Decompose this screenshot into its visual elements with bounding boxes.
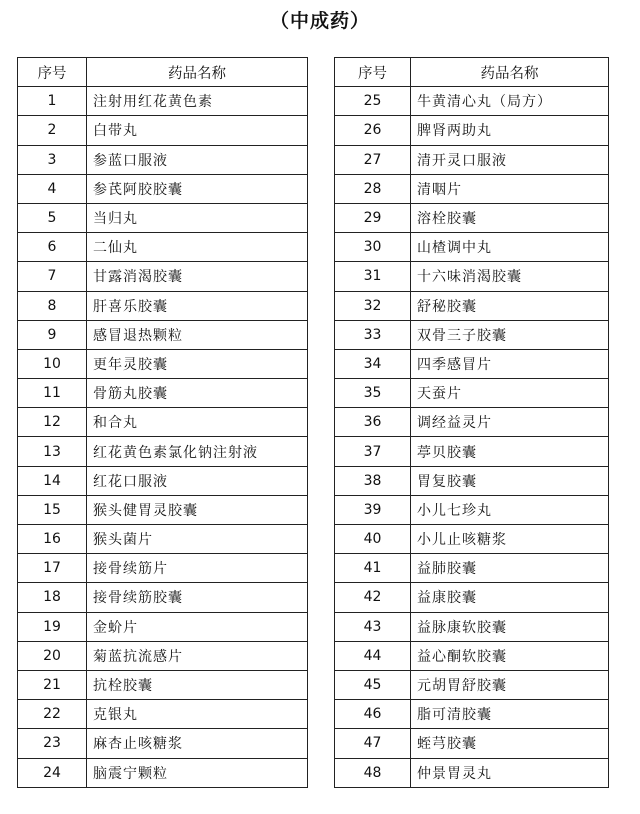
table-row — [18, 758, 308, 787]
row-number: 47 — [335, 729, 411, 758]
table-row — [335, 641, 609, 670]
row-number: 4 — [18, 174, 87, 203]
table-row — [335, 320, 609, 349]
row-number: 48 — [335, 758, 411, 787]
medicine-name: 当归丸 — [87, 203, 308, 232]
medicine-name: 红花口服液 — [87, 466, 308, 495]
table-row — [18, 612, 308, 641]
row-number: 6 — [18, 233, 87, 262]
row-number: 21 — [18, 670, 87, 699]
medicine-table-right — [334, 57, 609, 788]
row-number: 5 — [18, 203, 87, 232]
medicine-name: 金蚧片 — [87, 612, 308, 641]
row-number: 29 — [335, 203, 411, 232]
row-number: 43 — [335, 612, 411, 641]
table-row — [18, 320, 308, 349]
medicine-name: 肝喜乐胶囊 — [87, 291, 308, 320]
row-number: 36 — [335, 408, 411, 437]
medicine-name: 小儿止咳糖浆 — [411, 525, 609, 554]
medicine-name: 小儿七珍丸 — [411, 495, 609, 524]
table-row — [335, 700, 609, 729]
table-row — [335, 174, 609, 203]
table-row — [335, 670, 609, 699]
medicine-name: 清咽片 — [411, 174, 609, 203]
table-row — [335, 349, 609, 378]
table-row — [18, 174, 308, 203]
row-number: 26 — [335, 116, 411, 145]
row-number: 45 — [335, 670, 411, 699]
table-row — [335, 262, 609, 291]
row-number: 13 — [18, 437, 87, 466]
row-number: 20 — [18, 641, 87, 670]
medicine-name: 接骨续筋胶囊 — [87, 583, 308, 612]
table-row — [335, 525, 609, 554]
table-row — [18, 700, 308, 729]
row-number: 37 — [335, 437, 411, 466]
row-number: 44 — [335, 641, 411, 670]
column-header-name: 药品名称 — [87, 58, 308, 87]
medicine-name: 脾肾两助丸 — [411, 116, 609, 145]
medicine-name: 益康胶囊 — [411, 583, 609, 612]
row-number: 8 — [18, 291, 87, 320]
table-row — [335, 437, 609, 466]
medicine-name: 注射用红花黄色素 — [87, 87, 308, 116]
medicine-name: 仲景胃灵丸 — [411, 758, 609, 787]
medicine-name: 接骨续筋片 — [87, 554, 308, 583]
medicine-name: 感冒退热颗粒 — [87, 320, 308, 349]
row-number: 40 — [335, 525, 411, 554]
medicine-table-left — [17, 57, 308, 788]
medicine-name: 山楂调中丸 — [411, 233, 609, 262]
row-number: 31 — [335, 262, 411, 291]
medicine-name: 白带丸 — [87, 116, 308, 145]
medicine-name: 益肺胶囊 — [411, 554, 609, 583]
table-header-row — [335, 58, 609, 87]
column-header-number: 序号 — [335, 58, 411, 87]
table-row — [18, 262, 308, 291]
medicine-name: 舒秘胶囊 — [411, 291, 609, 320]
medicine-name: 葶贝胶囊 — [411, 437, 609, 466]
row-number: 3 — [18, 145, 87, 174]
table-row — [18, 437, 308, 466]
table-row — [335, 408, 609, 437]
row-number: 18 — [18, 583, 87, 612]
table-row — [18, 291, 308, 320]
medicine-name: 天蚕片 — [411, 379, 609, 408]
table-row — [18, 729, 308, 758]
table-row — [18, 145, 308, 174]
table-row — [18, 583, 308, 612]
table-row — [18, 379, 308, 408]
table-row — [335, 203, 609, 232]
table-row — [18, 641, 308, 670]
table-row — [335, 758, 609, 787]
table-row — [18, 203, 308, 232]
page-title: （中成药） — [269, 10, 370, 32]
table-row — [335, 583, 609, 612]
medicine-name: 参蓝口服液 — [87, 145, 308, 174]
table-row — [18, 87, 308, 116]
table-row — [335, 291, 609, 320]
row-number: 35 — [335, 379, 411, 408]
row-number: 39 — [335, 495, 411, 524]
row-number: 16 — [18, 525, 87, 554]
medicine-name: 牛黄清心丸（局方） — [411, 87, 609, 116]
medicine-name: 二仙丸 — [87, 233, 308, 262]
table-row — [18, 349, 308, 378]
table-row — [335, 466, 609, 495]
row-number: 22 — [18, 700, 87, 729]
row-number: 27 — [335, 145, 411, 174]
table-row — [335, 495, 609, 524]
table-row — [335, 729, 609, 758]
row-number: 11 — [18, 379, 87, 408]
medicine-name: 骨筋丸胶囊 — [87, 379, 308, 408]
medicine-name: 抗栓胶囊 — [87, 670, 308, 699]
table-row — [335, 379, 609, 408]
medicine-name: 克银丸 — [87, 700, 308, 729]
medicine-name: 益脉康软胶囊 — [411, 612, 609, 641]
medicine-name: 和合丸 — [87, 408, 308, 437]
medicine-name: 猴头健胃灵胶囊 — [87, 495, 308, 524]
table-row — [18, 466, 308, 495]
table-row — [18, 116, 308, 145]
row-number: 42 — [335, 583, 411, 612]
medicine-name: 甘露消渴胶囊 — [87, 262, 308, 291]
medicine-name: 双骨三子胶囊 — [411, 320, 609, 349]
table-row — [18, 554, 308, 583]
table-row — [335, 145, 609, 174]
medicine-name: 猴头菌片 — [87, 525, 308, 554]
medicine-name: 蛭芎胶囊 — [411, 729, 609, 758]
table-row — [18, 408, 308, 437]
row-number: 38 — [335, 466, 411, 495]
table-row — [335, 87, 609, 116]
medicine-name: 四季感冒片 — [411, 349, 609, 378]
table-row — [335, 233, 609, 262]
row-number: 28 — [335, 174, 411, 203]
row-number: 30 — [335, 233, 411, 262]
medicine-name: 麻杏止咳糖浆 — [87, 729, 308, 758]
medicine-name: 脂可清胶囊 — [411, 700, 609, 729]
table-row — [18, 525, 308, 554]
row-number: 7 — [18, 262, 87, 291]
medicine-name: 溶栓胶囊 — [411, 203, 609, 232]
medicine-name: 更年灵胶囊 — [87, 349, 308, 378]
medicine-name: 参芪阿胶胶囊 — [87, 174, 308, 203]
medicine-name: 红花黄色素氯化钠注射液 — [87, 437, 308, 466]
row-number: 2 — [18, 116, 87, 145]
medicine-name: 脑震宁颗粒 — [87, 758, 308, 787]
column-header-name: 药品名称 — [411, 58, 609, 87]
row-number: 34 — [335, 349, 411, 378]
medicine-name: 菊蓝抗流感片 — [87, 641, 308, 670]
row-number: 41 — [335, 554, 411, 583]
medicine-name: 益心酮软胶囊 — [411, 641, 609, 670]
medicine-name: 清开灵口服液 — [411, 145, 609, 174]
row-number: 23 — [18, 729, 87, 758]
row-number: 46 — [335, 700, 411, 729]
medicine-name: 胃复胶囊 — [411, 466, 609, 495]
table-row — [18, 495, 308, 524]
table-row — [18, 233, 308, 262]
row-number: 32 — [335, 291, 411, 320]
row-number: 14 — [18, 466, 87, 495]
row-number: 9 — [18, 320, 87, 349]
row-number: 10 — [18, 349, 87, 378]
table-row — [335, 554, 609, 583]
row-number: 15 — [18, 495, 87, 524]
table-row — [18, 670, 308, 699]
row-number: 19 — [18, 612, 87, 641]
column-header-number: 序号 — [18, 58, 87, 87]
row-number: 12 — [18, 408, 87, 437]
table-row — [335, 116, 609, 145]
table-row — [335, 612, 609, 641]
medicine-name: 十六味消渴胶囊 — [411, 262, 609, 291]
row-number: 24 — [18, 758, 87, 787]
row-number: 33 — [335, 320, 411, 349]
row-number: 17 — [18, 554, 87, 583]
row-number: 25 — [335, 87, 411, 116]
row-number: 1 — [18, 87, 87, 116]
medicine-name: 调经益灵片 — [411, 408, 609, 437]
medicine-name: 元胡胃舒胶囊 — [411, 670, 609, 699]
table-header-row — [18, 58, 308, 87]
